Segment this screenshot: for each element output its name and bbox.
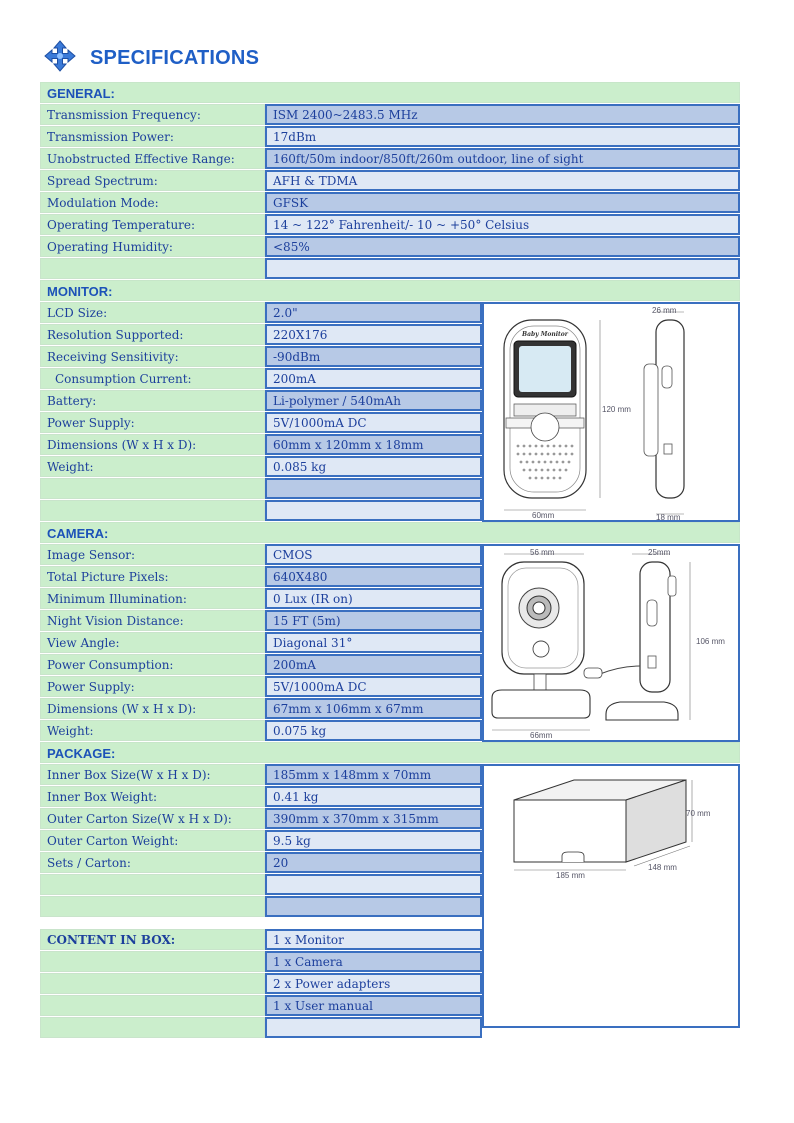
row-label: Resolution Supported: <box>40 324 265 345</box>
content-item: 1 x Camera <box>265 951 482 972</box>
row-value: Diagonal 31° <box>265 632 482 653</box>
row-label <box>40 1017 265 1038</box>
section-heading-monitor: MONITOR: <box>40 280 740 301</box>
row-label: Total Picture Pixels: <box>40 566 265 587</box>
row-value <box>265 896 482 917</box>
row-label: Modulation Mode: <box>40 192 265 213</box>
row-value: 185mm x 148mm x 70mm <box>265 764 482 785</box>
row-label <box>40 973 265 994</box>
row-value: 9.5 kg <box>265 830 482 851</box>
row-label <box>40 500 265 521</box>
row-value: 640X480 <box>265 566 482 587</box>
row-value: 200mA <box>265 368 482 389</box>
row-label: Consumption Current: <box>40 368 265 389</box>
row-label: Operating Humidity: <box>40 236 265 257</box>
row-label: Sets / Carton: <box>40 852 265 873</box>
row-value: 14 ~ 122° Fahrenheit/- 10 ~ +50° Celsius <box>265 214 740 235</box>
row-label: Unobstructed Effective Range: <box>40 148 265 169</box>
row-value: 390mm x 370mm x 315mm <box>265 808 482 829</box>
row-value <box>265 874 482 895</box>
monitor-dim-top: 26 mm <box>652 306 677 315</box>
row-label: Operating Temperature: <box>40 214 265 235</box>
row-label: Weight: <box>40 456 265 477</box>
package-dim-depth: 148 mm <box>648 863 677 872</box>
monitor-block <box>40 302 740 522</box>
page-title: SPECIFICATIONS <box>90 46 260 69</box>
table-row <box>40 236 740 258</box>
row-value: 60mm x 120mm x 18mm <box>265 434 482 455</box>
row-label: Inner Box Weight: <box>40 786 265 807</box>
table-row <box>40 170 740 192</box>
row-value: 2.0" <box>265 302 482 323</box>
row-value: 160ft/50m indoor/850ft/260m outdoor, line of sight <box>265 148 740 169</box>
row-label: Transmission Power: <box>40 126 265 147</box>
row-value: 20 <box>265 852 482 873</box>
content-item: 1 x Monitor <box>265 929 482 950</box>
table-row <box>40 192 740 214</box>
row-value: 5V/1000mA DC <box>265 676 482 697</box>
row-label: Night Vision Distance: <box>40 610 265 631</box>
monitor-dim-depth: 18 mm <box>656 513 681 520</box>
row-value: ISM 2400~2483.5 MHz <box>265 104 740 125</box>
table-row <box>40 214 740 236</box>
row-label: Receiving Sensitivity: <box>40 346 265 367</box>
camera-dim-height: 106 mm <box>696 637 725 646</box>
row-value: 0.085 kg <box>265 456 482 477</box>
content-item: 2 x Power adapters <box>265 973 482 994</box>
camera-dim-bottom: 66mm <box>530 731 553 740</box>
row-value: AFH & TDMA <box>265 170 740 191</box>
table-row <box>40 126 740 148</box>
row-value: -90dBm <box>265 346 482 367</box>
package-dim-width: 185 mm <box>556 871 585 880</box>
row-label: Spread Spectrum: <box>40 170 265 191</box>
row-label: Dimensions (W x H x D): <box>40 698 265 719</box>
row-value <box>265 500 482 521</box>
monitor-dim-width: 60mm <box>532 511 555 520</box>
package-dim-height: 70 mm <box>686 809 711 818</box>
page-header <box>44 42 259 74</box>
row-label: Power Supply: <box>40 676 265 697</box>
table-row <box>40 104 740 126</box>
row-label: Outer Carton Size(W x H x D): <box>40 808 265 829</box>
content-label: CONTENT IN BOX: <box>40 929 265 950</box>
row-value: 5V/1000mA DC <box>265 412 482 433</box>
row-label: Outer Carton Weight: <box>40 830 265 851</box>
section-heading-package: PACKAGE: <box>40 742 740 763</box>
content-item: 1 x User manual <box>265 995 482 1016</box>
camera-dim-top-right: 25mm <box>648 548 671 557</box>
package-block <box>40 764 740 1039</box>
monitor-dim-height: 120 mm <box>602 405 631 414</box>
row-label: Image Sensor: <box>40 544 265 565</box>
row-label: Dimensions (W x H x D): <box>40 434 265 455</box>
row-value: 0.075 kg <box>265 720 482 741</box>
camera-block <box>40 544 740 742</box>
row-label <box>40 951 265 972</box>
monitor-screen-text: Baby Monitor <box>522 331 568 338</box>
row-label: View Angle: <box>40 632 265 653</box>
row-label: Battery: <box>40 390 265 411</box>
row-value: <85% <box>265 236 740 257</box>
table-row-empty <box>40 258 740 280</box>
row-label <box>40 896 265 917</box>
row-value: 15 FT (5m) <box>265 610 482 631</box>
row-label <box>40 995 265 1016</box>
row-value: 0.41 kg <box>265 786 482 807</box>
row-label: Power Consumption: <box>40 654 265 675</box>
row-label: Power Supply: <box>40 412 265 433</box>
camera-dim-top-left: 56 mm <box>530 548 555 557</box>
section-heading-general: GENERAL: <box>40 82 740 103</box>
spec-table <box>40 82 740 1039</box>
section-heading-camera: CAMERA: <box>40 522 740 543</box>
row-value: 200mA <box>265 654 482 675</box>
row-value <box>265 478 482 499</box>
row-value: 67mm x 106mm x 67mm <box>265 698 482 719</box>
row-value: Li-polymer / 540mAh <box>265 390 482 411</box>
row-label <box>40 874 265 895</box>
row-label: Minimum Illumination: <box>40 588 265 609</box>
row-value: 220X176 <box>265 324 482 345</box>
row-label <box>40 478 265 499</box>
row-label: Weight: <box>40 720 265 741</box>
row-value: CMOS <box>265 544 482 565</box>
table-row <box>40 148 740 170</box>
row-value <box>265 1017 482 1038</box>
row-label: LCD Size: <box>40 302 265 323</box>
row-value <box>265 258 740 279</box>
row-value: 0 Lux (IR on) <box>265 588 482 609</box>
row-value: GFSK <box>265 192 740 213</box>
four-arrows-icon <box>44 40 76 76</box>
row-label <box>40 258 265 279</box>
monitor-drawing <box>482 302 740 522</box>
row-value: 17dBm <box>265 126 740 147</box>
camera-drawing <box>482 544 740 742</box>
package-drawing <box>482 764 740 1028</box>
row-label: Inner Box Size(W x H x D): <box>40 764 265 785</box>
row-label: Transmission Frequency: <box>40 104 265 125</box>
